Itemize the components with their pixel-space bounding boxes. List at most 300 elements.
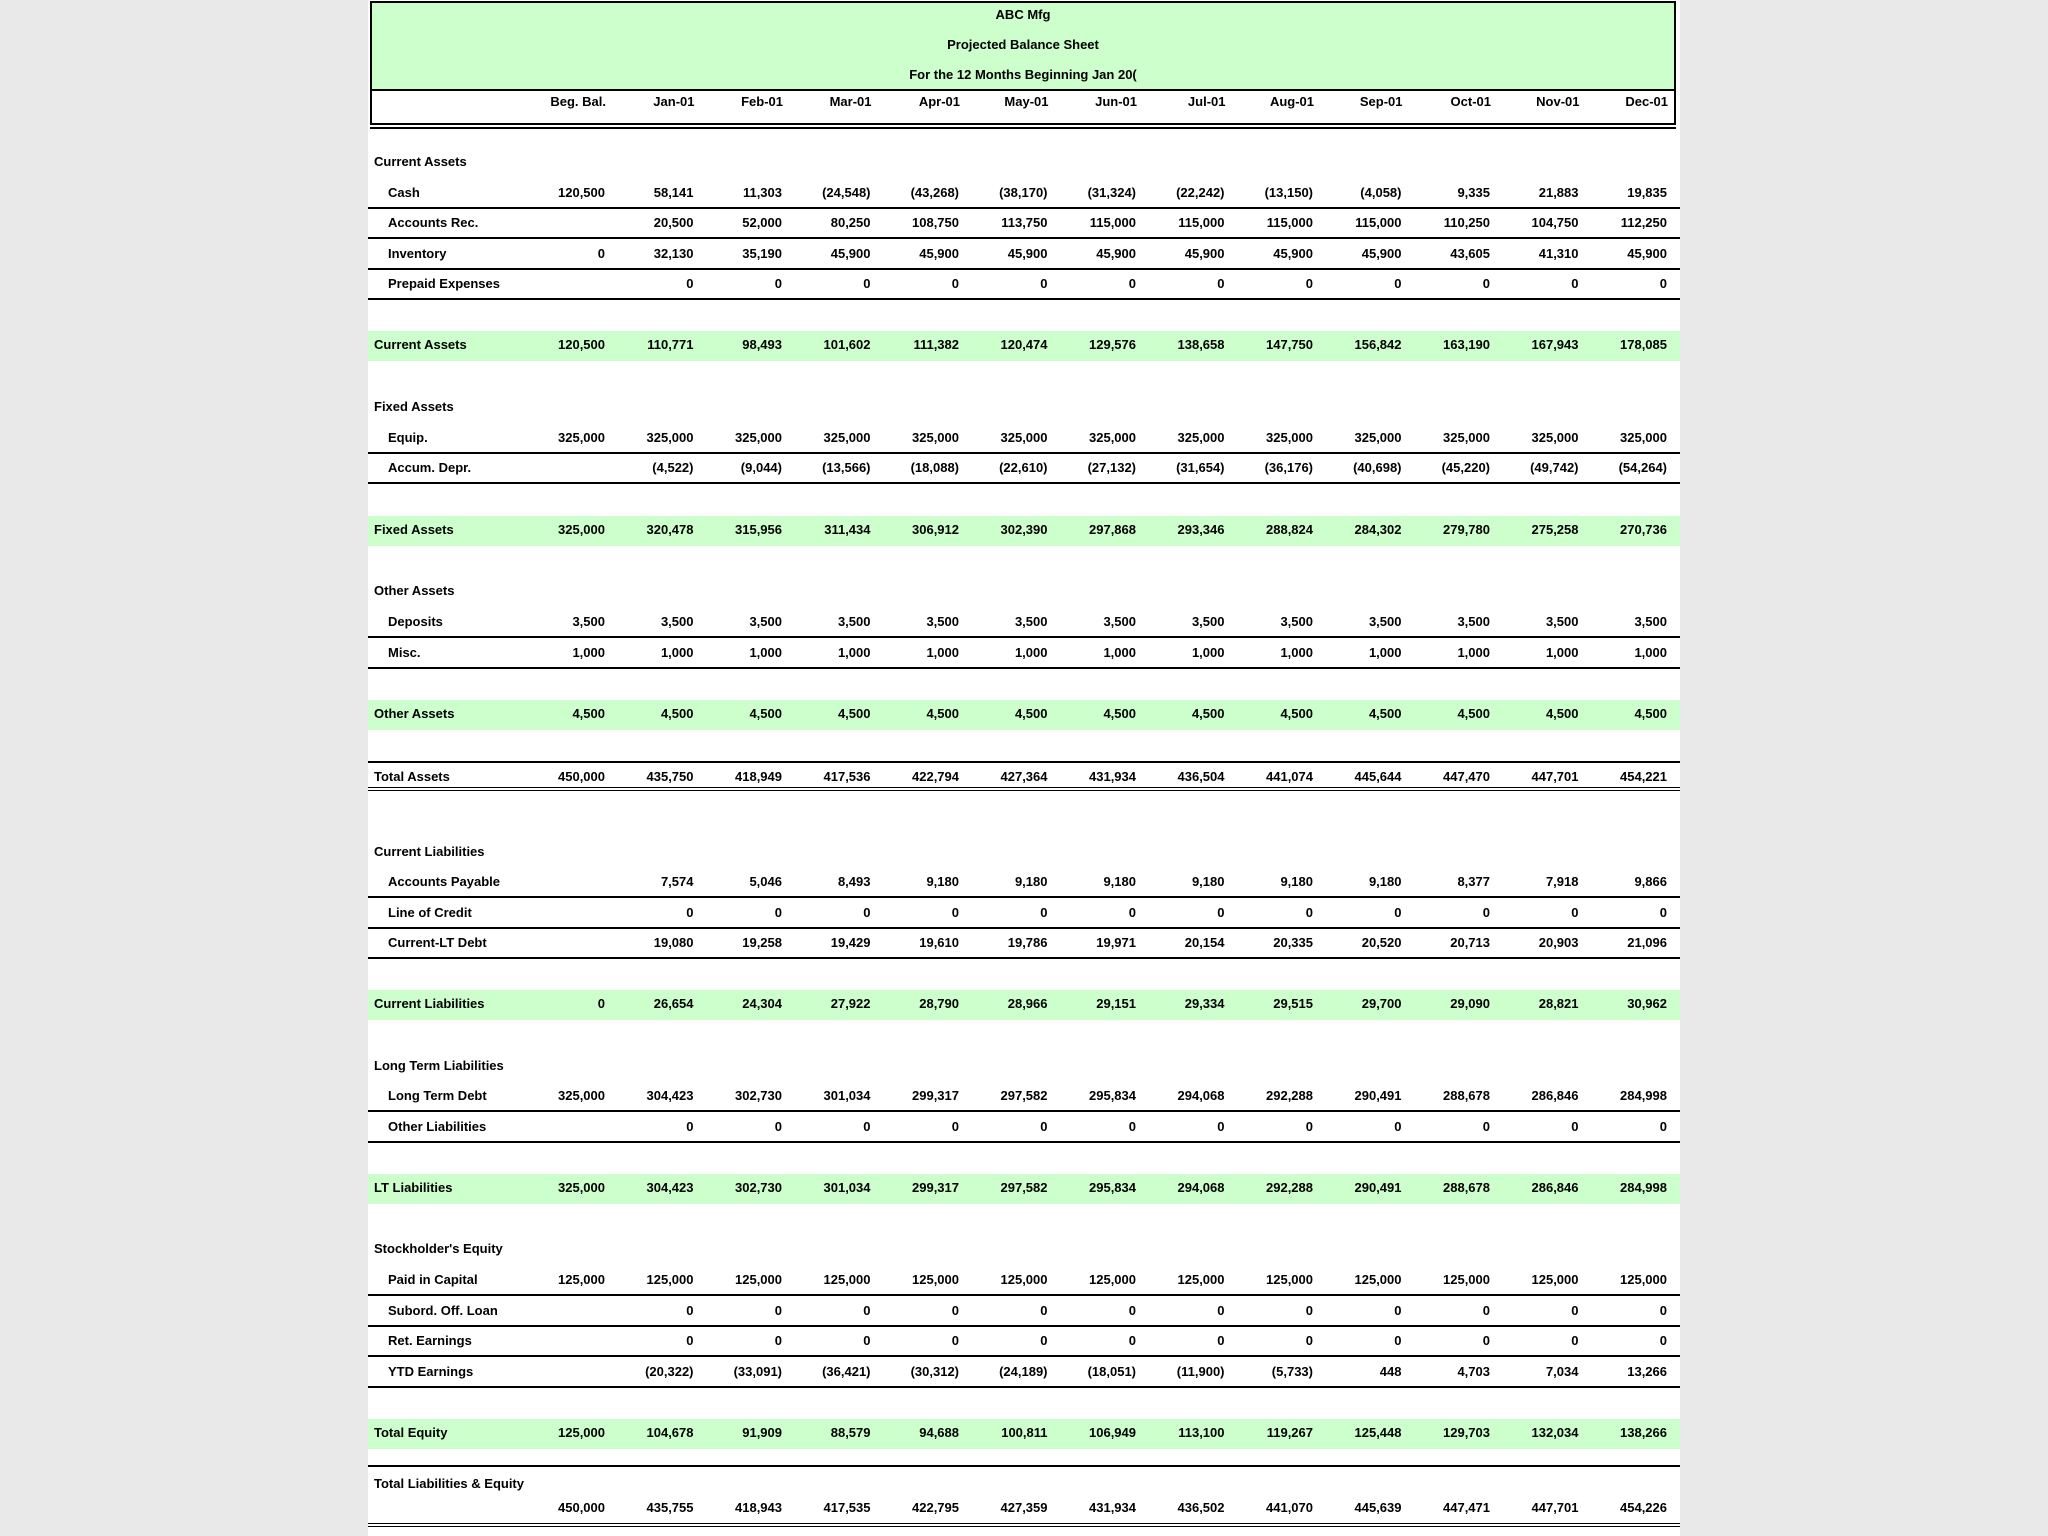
- row-label: Prepaid Expenses: [388, 276, 500, 291]
- cell-value: 28,790: [919, 996, 959, 1011]
- cell-value: (13,566): [822, 460, 871, 475]
- cell-value: 4,500: [1368, 706, 1402, 721]
- cell-value: 0: [863, 905, 871, 920]
- cell-value: 325,000: [558, 430, 605, 445]
- cell-value: (43,268): [910, 185, 959, 200]
- cell-value: 20,335: [1273, 935, 1313, 950]
- cell-value: 284,302: [1354, 522, 1402, 537]
- row-label: LT Liabilities: [374, 1180, 453, 1195]
- cell-value: (31,324): [1087, 185, 1136, 200]
- section-heading-row: [368, 393, 1680, 423]
- cell-value: 45,900: [919, 246, 959, 261]
- cell-value: 0: [686, 276, 694, 291]
- cell-value: (18,088): [910, 460, 959, 475]
- total-row: [368, 331, 1680, 361]
- cell-value: (4,058): [1360, 185, 1402, 200]
- cell-value: 325,000: [1620, 430, 1667, 445]
- cell-value: 20,520: [1361, 935, 1402, 950]
- column-header: Jan-01: [653, 94, 695, 109]
- cell-value: 279,780: [1443, 522, 1490, 537]
- total-row: [368, 1419, 1680, 1449]
- cell-value: 0: [686, 1333, 694, 1348]
- cell-value: 295,834: [1089, 1180, 1136, 1195]
- total-row: [368, 990, 1680, 1020]
- cell-value: (20,322): [645, 1364, 694, 1379]
- cell-value: 0: [774, 276, 782, 291]
- cell-value: 315,956: [735, 522, 782, 537]
- cell-value: (13,150): [1264, 185, 1313, 200]
- cell-value: 20,903: [1538, 935, 1579, 950]
- cell-value: 43,605: [1450, 246, 1490, 261]
- cell-value: 0: [1659, 1303, 1667, 1318]
- cell-value: 454,226: [1620, 1500, 1667, 1515]
- cell-value: 304,423: [646, 1088, 694, 1103]
- cell-value: 0: [1217, 1333, 1225, 1348]
- cell-value: 125,000: [823, 1272, 871, 1287]
- cell-value: 4,703: [1457, 1364, 1490, 1379]
- cell-value: 0: [1040, 1119, 1048, 1134]
- row-label: Stockholder's Equity: [374, 1241, 503, 1256]
- cell-value: 0: [1040, 276, 1048, 291]
- cell-value: 297,582: [1000, 1088, 1048, 1103]
- cell-value: 156,842: [1354, 337, 1402, 352]
- cell-value: 325,000: [558, 1088, 605, 1103]
- cell-value: 1,000: [749, 645, 782, 660]
- cell-value: 447,701: [1531, 769, 1579, 784]
- report-header: [370, 1, 1676, 91]
- cell-value: 120,500: [558, 337, 605, 352]
- cell-value: 0: [1040, 905, 1048, 920]
- cell-value: (31,654): [1176, 460, 1225, 475]
- column-header: Dec-01: [1625, 94, 1668, 109]
- table-row: [368, 424, 1680, 454]
- row-label: Other Assets: [374, 583, 455, 598]
- section-heading-row: [368, 148, 1680, 178]
- cell-value: (5,733): [1271, 1364, 1313, 1379]
- cell-value: 45,900: [1184, 246, 1225, 261]
- cell-value: 0: [774, 1119, 782, 1134]
- cell-value: 288,678: [1443, 1180, 1490, 1195]
- cell-value: 450,000: [558, 1500, 605, 1515]
- cell-value: 52,000: [742, 215, 782, 230]
- row-label: Current Liabilities: [374, 844, 485, 859]
- cell-value: 436,504: [1177, 769, 1225, 784]
- cell-value: 286,846: [1531, 1180, 1579, 1195]
- cell-value: 115,000: [1266, 215, 1313, 230]
- cell-value: 4,500: [1280, 706, 1313, 721]
- cell-value: 4,500: [1103, 706, 1136, 721]
- cell-value: 113,750: [1001, 215, 1048, 230]
- cell-value: 29,334: [1184, 996, 1225, 1011]
- cell-value: 9,866: [1634, 874, 1667, 889]
- cell-value: 9,180: [1191, 874, 1225, 889]
- cell-value: 0: [1394, 1333, 1402, 1348]
- cell-value: 20,713: [1450, 935, 1490, 950]
- cell-value: 297,582: [1000, 1180, 1048, 1195]
- row-label: Ret. Earnings: [388, 1333, 472, 1348]
- cell-value: 325,000: [735, 430, 782, 445]
- cell-value: 1,000: [1634, 645, 1667, 660]
- cell-value: 0: [1571, 905, 1579, 920]
- cell-value: 108,750: [912, 215, 959, 230]
- row-label: Long Term Debt: [388, 1088, 487, 1103]
- table-row: [368, 899, 1680, 929]
- cell-value: 450,000: [558, 769, 605, 784]
- cell-value: 0: [1217, 1303, 1225, 1318]
- row-label: Long Term Liabilities: [374, 1058, 504, 1073]
- cell-value: 325,000: [1266, 430, 1313, 445]
- cell-value: 290,491: [1354, 1180, 1402, 1195]
- cell-value: (38,170): [999, 185, 1048, 200]
- column-header: Feb-01: [741, 94, 783, 109]
- cell-value: 447,471: [1443, 1500, 1490, 1515]
- cell-value: 3,500: [1368, 614, 1402, 629]
- cell-value: 0: [774, 1303, 782, 1318]
- cell-value: 284,998: [1620, 1180, 1667, 1195]
- section-heading-row: [368, 838, 1680, 868]
- cell-value: 445,639: [1354, 1500, 1402, 1515]
- cell-value: 417,536: [823, 769, 871, 784]
- cell-value: 32,130: [653, 246, 694, 261]
- cell-value: 294,068: [1177, 1180, 1225, 1195]
- cell-value: 125,000: [1354, 1272, 1402, 1287]
- cell-value: 9,180: [1103, 874, 1136, 889]
- cell-value: 11,303: [742, 185, 782, 200]
- cell-value: 24,304: [742, 996, 782, 1011]
- cell-value: 0: [863, 1119, 871, 1134]
- cell-value: 0: [863, 1333, 871, 1348]
- cell-value: 29,090: [1450, 996, 1490, 1011]
- cell-value: 45,900: [1627, 246, 1667, 261]
- cell-value: 418,949: [735, 769, 782, 784]
- cell-value: 138,266: [1620, 1425, 1667, 1440]
- cell-value: 0: [686, 1303, 694, 1318]
- cell-value: 4,500: [1191, 706, 1225, 721]
- cell-value: 0: [863, 1303, 871, 1318]
- cell-value: 4,500: [1545, 706, 1579, 721]
- cell-value: 288,824: [1266, 522, 1313, 537]
- cell-value: 293,346: [1177, 522, 1225, 537]
- cell-value: 21,096: [1627, 935, 1667, 950]
- cell-value: 284,998: [1620, 1088, 1667, 1103]
- cell-value: (36,176): [1264, 460, 1313, 475]
- cell-value: 7,574: [660, 874, 694, 889]
- cell-value: 125,000: [1177, 1272, 1225, 1287]
- cell-value: 3,500: [1545, 614, 1579, 629]
- cell-value: 167,943: [1531, 337, 1579, 352]
- cell-value: 292,288: [1266, 1088, 1313, 1103]
- cell-value: 325,000: [1000, 430, 1048, 445]
- table-row: [368, 1113, 1680, 1143]
- row-label: Accounts Payable: [388, 874, 500, 889]
- row-label: Fixed Assets: [374, 399, 454, 414]
- table-row: [368, 639, 1680, 669]
- cell-value: 3,500: [572, 614, 605, 629]
- cell-value: 45,900: [1007, 246, 1048, 261]
- cell-value: (24,548): [822, 185, 871, 200]
- cell-value: 26,654: [653, 996, 694, 1011]
- total-row: [368, 761, 1680, 791]
- table-row: [368, 179, 1680, 209]
- cell-value: 100,811: [1001, 1425, 1048, 1440]
- cell-value: 3,500: [1103, 614, 1136, 629]
- cell-value: 111,382: [913, 337, 959, 352]
- table-row: [368, 1327, 1680, 1357]
- table-row: [368, 608, 1680, 638]
- column-header: Mar-01: [829, 94, 872, 109]
- cell-value: 325,000: [1531, 430, 1579, 445]
- cell-value: 0: [1305, 1119, 1313, 1134]
- cell-value: 115,000: [1355, 215, 1402, 230]
- cell-value: (36,421): [822, 1364, 871, 1379]
- cell-value: 1,000: [1280, 645, 1313, 660]
- cell-value: 125,448: [1354, 1425, 1402, 1440]
- row-label: YTD Earnings: [388, 1364, 474, 1379]
- report-subtitle: Projected Balance Sheet: [947, 37, 1099, 52]
- cell-value: 0: [1482, 1333, 1490, 1348]
- cell-value: 4,500: [749, 706, 782, 721]
- cell-value: 325,000: [1177, 430, 1225, 445]
- cell-value: 91,909: [742, 1425, 782, 1440]
- cell-value: 427,359: [1000, 1500, 1048, 1515]
- cell-value: 29,151: [1096, 996, 1136, 1011]
- cell-value: 299,317: [912, 1180, 959, 1195]
- cell-value: 138,658: [1177, 337, 1225, 352]
- table-row: [368, 240, 1680, 270]
- cell-value: 0: [951, 276, 959, 291]
- cell-value: 292,288: [1266, 1180, 1313, 1195]
- cell-value: 0: [686, 1119, 694, 1134]
- cell-value: 8,377: [1457, 874, 1490, 889]
- row-label: Current Assets: [374, 337, 467, 352]
- cell-value: 295,834: [1089, 1088, 1136, 1103]
- row-label: Line of Credit: [388, 905, 472, 920]
- cell-value: (22,610): [999, 460, 1048, 475]
- cell-value: 0: [1659, 276, 1667, 291]
- cell-value: 119,267: [1266, 1425, 1313, 1440]
- cell-value: 1,000: [660, 645, 694, 660]
- table-row: [368, 1082, 1680, 1112]
- cell-value: 0: [951, 1119, 959, 1134]
- cell-value: 129,703: [1443, 1425, 1490, 1440]
- cell-value: (18,051): [1087, 1364, 1136, 1379]
- cell-value: 19,258: [742, 935, 782, 950]
- cell-value: 41,310: [1538, 246, 1579, 261]
- column-header: May-01: [1004, 94, 1049, 109]
- row-label: Total Equity: [374, 1425, 448, 1440]
- cell-value: 129,576: [1089, 337, 1136, 352]
- cell-value: 0: [1571, 1333, 1579, 1348]
- cell-value: 1,000: [1103, 645, 1136, 660]
- cell-value: 427,364: [1000, 769, 1048, 784]
- cell-value: 0: [1040, 1303, 1048, 1318]
- cell-value: 29,515: [1273, 996, 1313, 1011]
- cell-value: (11,900): [1176, 1364, 1225, 1379]
- table-row: [368, 1358, 1680, 1388]
- cell-value: 132,034: [1531, 1425, 1579, 1440]
- cell-value: 306,912: [912, 522, 959, 537]
- cell-value: 0: [1571, 276, 1579, 291]
- cell-value: 9,180: [1014, 874, 1048, 889]
- cell-value: 0: [1482, 1119, 1490, 1134]
- cell-value: 4,500: [660, 706, 694, 721]
- cell-value: 3,500: [1191, 614, 1225, 629]
- cell-value: 45,900: [830, 246, 871, 261]
- cell-value: 3,500: [837, 614, 871, 629]
- cell-value: 422,794: [912, 769, 959, 784]
- cell-value: 0: [1482, 905, 1490, 920]
- cell-value: 125,000: [1443, 1272, 1490, 1287]
- cell-value: 0: [1482, 1303, 1490, 1318]
- cell-value: 4,500: [926, 706, 959, 721]
- cell-value: 302,730: [735, 1088, 782, 1103]
- cell-value: 431,934: [1089, 1500, 1136, 1515]
- header-divider: [370, 125, 1676, 129]
- cell-value: 302,730: [735, 1180, 782, 1195]
- cell-value: 304,423: [646, 1180, 694, 1195]
- cell-value: 3,500: [1014, 614, 1048, 629]
- cell-value: 19,835: [1627, 185, 1667, 200]
- cell-value: 1,000: [572, 645, 605, 660]
- cell-value: 21,883: [1538, 185, 1579, 200]
- cell-value: 275,258: [1531, 522, 1579, 537]
- cell-value: 436,502: [1177, 1500, 1225, 1515]
- cell-value: 1,000: [1545, 645, 1579, 660]
- cell-value: 0: [951, 905, 959, 920]
- cell-value: 9,180: [926, 874, 959, 889]
- cell-value: 302,390: [1000, 522, 1048, 537]
- cell-value: 325,000: [912, 430, 959, 445]
- cell-value: 19,080: [653, 935, 694, 950]
- cell-value: 115,000: [1178, 215, 1225, 230]
- cell-value: 110,250: [1443, 215, 1490, 230]
- cell-value: 30,962: [1627, 996, 1667, 1011]
- section-heading-row: [368, 1235, 1680, 1265]
- cell-value: 301,034: [823, 1088, 871, 1103]
- table-row: [368, 868, 1680, 898]
- cell-value: 0: [1305, 1303, 1313, 1318]
- cell-value: 98,493: [742, 337, 782, 352]
- cell-value: 115,000: [1089, 215, 1136, 230]
- cell-value: 0: [1394, 276, 1402, 291]
- cell-value: 0: [1394, 905, 1402, 920]
- cell-value: 1,000: [1014, 645, 1048, 660]
- row-label: Total Liabilities & Equity: [374, 1476, 524, 1491]
- column-header: Apr-01: [918, 94, 960, 109]
- column-header: Oct-01: [1450, 94, 1491, 109]
- cell-value: 320,478: [646, 522, 694, 537]
- cell-value: 4,500: [1014, 706, 1048, 721]
- cell-value: 3,500: [1634, 614, 1667, 629]
- cell-value: 270,736: [1620, 522, 1667, 537]
- cell-value: (22,242): [1176, 185, 1225, 200]
- row-label: Misc.: [388, 645, 421, 660]
- cell-value: 113,100: [1178, 1425, 1225, 1440]
- cell-value: 0: [1128, 1303, 1136, 1318]
- cell-value: 0: [951, 1333, 959, 1348]
- cell-value: 299,317: [912, 1088, 959, 1103]
- row-label: Current Assets: [374, 154, 467, 169]
- cell-value: 311,434: [824, 522, 871, 537]
- cell-value: 1,000: [1191, 645, 1225, 660]
- cell-value: 0: [1659, 905, 1667, 920]
- cell-value: 0: [597, 246, 605, 261]
- cell-value: 19,429: [830, 935, 871, 950]
- cell-value: 3,500: [1280, 614, 1313, 629]
- column-header-row: [370, 91, 1676, 125]
- column-header: Beg. Bal.: [550, 94, 606, 109]
- balance-sheet: [368, 0, 1680, 1536]
- cell-value: 20,154: [1184, 935, 1225, 950]
- column-header: Jun-01: [1095, 94, 1137, 109]
- cell-value: 0: [1659, 1119, 1667, 1134]
- cell-value: 1,000: [837, 645, 871, 660]
- section-heading-row: [368, 577, 1680, 607]
- cell-value: 9,335: [1457, 185, 1490, 200]
- cell-value: 125,000: [558, 1272, 605, 1287]
- cell-value: 447,701: [1531, 1500, 1579, 1515]
- cell-value: 125,000: [735, 1272, 782, 1287]
- row-label: Subord. Off. Loan: [388, 1303, 498, 1318]
- cell-value: 4,500: [572, 706, 605, 721]
- cell-value: 417,535: [823, 1500, 871, 1515]
- cell-value: (9,044): [740, 460, 782, 475]
- cell-value: (40,698): [1353, 460, 1402, 475]
- row-label: Other Liabilities: [388, 1119, 487, 1134]
- cell-value: 0: [1128, 1333, 1136, 1348]
- table-row: [368, 270, 1680, 300]
- cell-value: 1,000: [1368, 645, 1402, 660]
- cell-value: 441,074: [1266, 769, 1313, 784]
- cell-value: 125,000: [646, 1272, 694, 1287]
- cell-value: 45,900: [1096, 246, 1136, 261]
- cell-value: 104,750: [1531, 215, 1579, 230]
- cell-value: 454,221: [1620, 769, 1667, 784]
- column-header: Sep-01: [1359, 94, 1403, 109]
- cell-value: 3,500: [660, 614, 694, 629]
- row-label: Deposits: [388, 614, 443, 629]
- cell-value: 325,000: [1354, 430, 1402, 445]
- row-label: Inventory: [388, 246, 447, 261]
- cell-value: 104,678: [646, 1425, 694, 1440]
- cell-value: 0: [1305, 1333, 1313, 1348]
- row-label: Fixed Assets: [374, 522, 454, 537]
- cell-value: 325,000: [558, 522, 605, 537]
- cell-value: 325,000: [1443, 430, 1490, 445]
- cell-value: 3,500: [1457, 614, 1490, 629]
- cell-value: 8,493: [837, 874, 871, 889]
- row-label: Equip.: [388, 430, 428, 445]
- cell-value: 297,868: [1089, 522, 1136, 537]
- cell-value: 0: [1128, 276, 1136, 291]
- cell-value: 290,491: [1354, 1088, 1402, 1103]
- cell-value: 101,602: [823, 337, 871, 352]
- cell-value: 163,190: [1443, 337, 1490, 352]
- cell-value: 7,918: [1545, 874, 1579, 889]
- row-label: Accounts Rec.: [388, 215, 479, 230]
- cell-value: 0: [1571, 1303, 1579, 1318]
- cell-value: (27,132): [1087, 460, 1136, 475]
- cell-value: 94,688: [919, 1425, 959, 1440]
- cell-value: 1,000: [1457, 645, 1490, 660]
- column-header: Aug-01: [1269, 94, 1314, 109]
- cell-value: 4,500: [1457, 706, 1490, 721]
- cell-value: 9,180: [1368, 874, 1402, 889]
- total-row: [368, 1174, 1680, 1204]
- cell-value: 325,000: [558, 1180, 605, 1195]
- cell-value: 0: [1040, 1333, 1048, 1348]
- cell-value: 106,949: [1089, 1425, 1136, 1440]
